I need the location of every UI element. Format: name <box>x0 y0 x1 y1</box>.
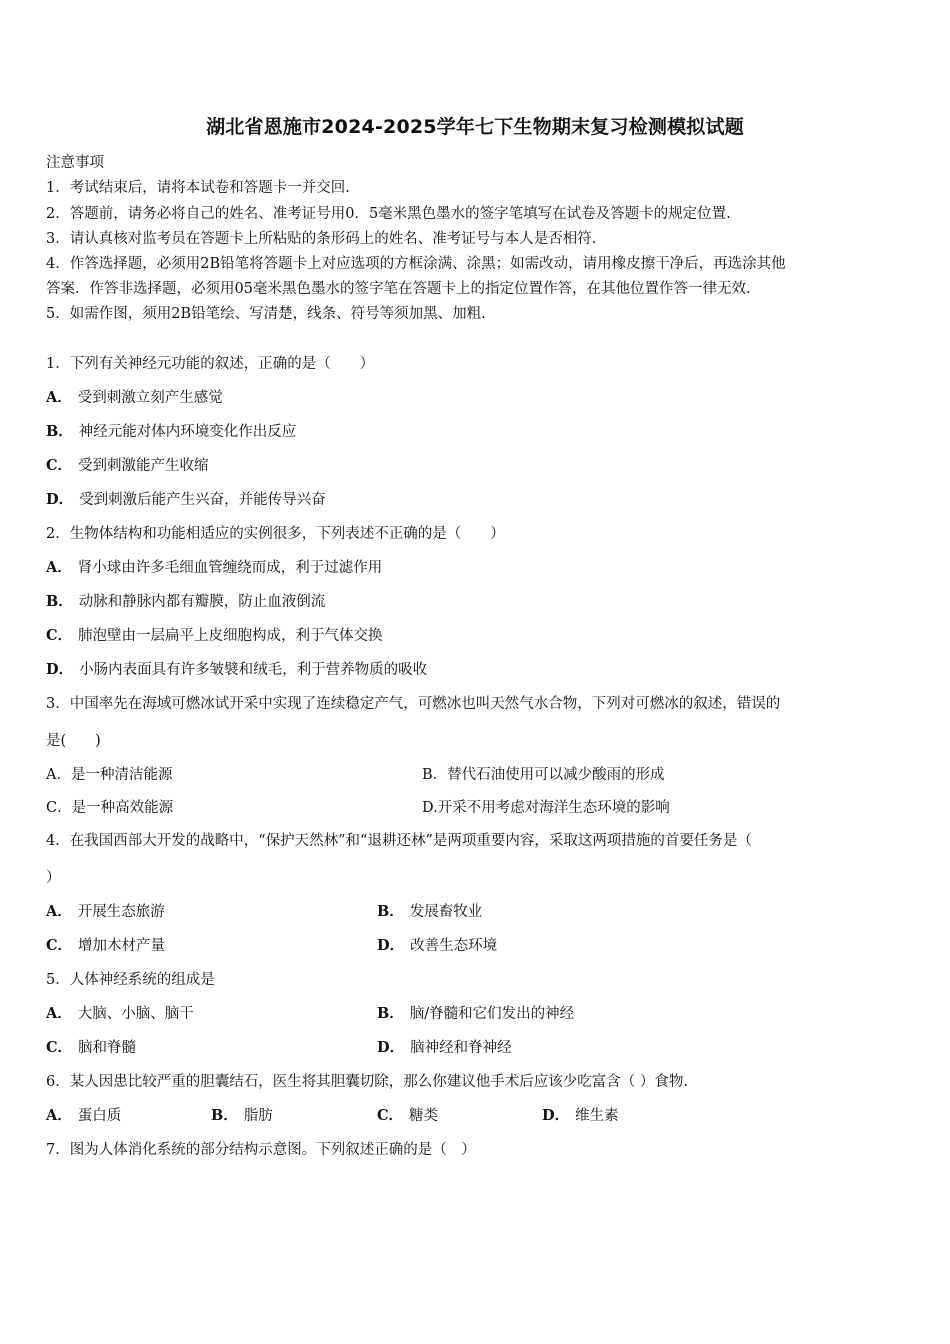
question-2-option-a <box>46 556 382 577</box>
question-6-option-c <box>377 1104 438 1125</box>
question-1-option-a <box>46 386 223 407</box>
option-label: A． <box>46 903 72 920</box>
question-2-option-d <box>46 658 427 679</box>
notice-item: 答案．作答非选择题，必须用05毫米黑色墨水的签字笔在答题卡上的指定位置作答，在其他位置作答一律无效. <box>46 281 751 297</box>
question-6-option-b <box>211 1104 273 1125</box>
option-text: 动脉和静脉内都有瓣膜，防止血液倒流 <box>78 594 326 610</box>
option-label: B． <box>377 1005 404 1022</box>
question-2-stem: 2．生物体结构和功能相适应的实例很多，下列表述不正确的是（ ） <box>46 526 505 542</box>
option-label: D． <box>377 1039 405 1056</box>
question-2-option-c <box>46 624 383 645</box>
option-label: D． <box>542 1107 570 1124</box>
option-label: D． <box>377 937 405 954</box>
question-4-option-c <box>46 934 165 955</box>
option-label: C． <box>377 1107 404 1124</box>
question-4-option-d <box>377 934 497 955</box>
question-1-option-b <box>46 420 296 441</box>
option-label: C． <box>46 457 73 474</box>
question-7-stem: 7．图为人体消化系统的部分结构示意图。下列叙述正确的是（ ） <box>46 1142 476 1158</box>
option-text: 脑和脊髓 <box>78 1040 137 1056</box>
question-4-option-b <box>377 900 482 921</box>
option-text: 神经元能对体内环境变化作出反应 <box>78 424 297 440</box>
option-text: 脑神经和脊神经 <box>410 1040 512 1056</box>
option-text: 脂肪 <box>243 1108 273 1124</box>
option-text: 发展畜牧业 <box>409 904 483 920</box>
question-6-option-d <box>542 1104 619 1125</box>
option-text: 肾小球由许多毛细血管缠绕而成，利于过滤作用 <box>77 560 383 576</box>
option-text: 开展生态旅游 <box>77 904 165 920</box>
question-3-option-d: D.开采不用考虑对海洋生态环境的影响 <box>422 800 670 816</box>
option-text: 受到刺激后能产生兴奋，并能传导兴奋 <box>79 492 326 508</box>
option-label: A． <box>46 1005 72 1022</box>
question-5-option-d <box>377 1036 512 1057</box>
question-4-option-a <box>46 900 165 921</box>
notice-item: 4．作答选择题，必须用2B铅笔将答题卡上对应选项的方框涂满、涂黑；如需改动，请用橡皮擦干净后，再选涂其他 <box>46 256 786 272</box>
question-2-option-b <box>46 590 325 611</box>
option-label: C． <box>46 1039 73 1056</box>
option-text: 蛋白质 <box>77 1108 122 1124</box>
question-5-option-b <box>377 1002 574 1023</box>
question-6-option-a <box>46 1104 121 1125</box>
option-text: 受到刺激立刻产生感觉 <box>77 390 223 406</box>
option-label: B． <box>211 1107 238 1124</box>
option-label: C． <box>46 937 73 954</box>
option-text: 改善生态环境 <box>410 938 498 954</box>
question-4-stem: 4．在我国西部大开发的战略中，“保护天然林”和“退耕还林”是两项重要内容，采取这两项措施的首要任务是（ <box>46 833 752 849</box>
question-1-stem: 1．下列有关神经元功能的叙述，正确的是（ ） <box>46 356 375 372</box>
notice-item: 2．答题前，请务必将自己的姓名、准考证号用0．5毫米黑色墨水的签字笔填写在试卷及答题卡的规定位置. <box>46 206 731 222</box>
question-5-option-c <box>46 1036 136 1057</box>
question-3-option-c: C．是一种高效能源 <box>46 800 174 816</box>
notice-item: 5．如需作图，须用2B铅笔绘、写清楚，线条、符号等须加黑、加粗. <box>46 306 486 322</box>
notice-item: 3．请认真核对监考员在答题卡上所粘贴的条形码上的姓名、准考证号与本人是否相符. <box>46 231 597 247</box>
option-label: D． <box>46 491 74 508</box>
option-label: A． <box>46 1107 72 1124</box>
option-text: 增加木材产量 <box>78 938 166 954</box>
question-3-stem: 3．中国率先在海域可燃冰试开采中实现了连续稳定产气，可燃冰也叫天然气水合物，下列对可燃冰的叙述，错误的 <box>46 696 781 712</box>
option-label: A． <box>46 389 72 406</box>
option-text: 肺泡壁由一层扁平上皮细胞构成，利于气体交换 <box>78 628 383 644</box>
option-label: B． <box>377 903 404 920</box>
option-text: 脑/脊髓和它们发出的神经 <box>409 1006 575 1022</box>
question-5-option-a <box>46 1002 194 1023</box>
question-3-option-b: B．替代石油使用可以减少酸雨的形成 <box>422 767 665 783</box>
question-5-stem: 5．人体神经系统的组成是 <box>46 972 215 988</box>
option-label: C． <box>46 627 73 644</box>
question-1-option-c <box>46 454 209 475</box>
question-1-option-d <box>46 488 326 509</box>
option-label: A． <box>46 559 72 576</box>
notice-item: 1．考试结束后，请将本试卷和答题卡一并交回. <box>46 180 350 196</box>
option-text: 受到刺激能产生收缩 <box>78 458 209 474</box>
option-text: 维生素 <box>575 1108 619 1124</box>
question-4-stem-cont: ） <box>46 870 61 886</box>
option-text: 小肠内表面具有许多皱襞和绒毛，利于营养物质的吸收 <box>79 662 428 678</box>
option-text: 糖类 <box>409 1108 439 1124</box>
option-label: D． <box>46 661 74 678</box>
option-label: B． <box>46 423 73 440</box>
question-3-option-a: A．是一种清洁能源 <box>46 767 173 783</box>
option-text: 大脑、小脑、脑干 <box>77 1006 194 1022</box>
notice-heading: 注意事项 <box>46 155 104 171</box>
question-6-stem: 6．某人因患比较严重的胆囊结石，医生将其胆囊切除，那么你建议他手术后应该少吃富含（ ）食物. <box>46 1074 688 1090</box>
option-label: B． <box>46 593 73 610</box>
page-title: 湖北省恩施市2024-2025学年七下生物期末复习检测模拟试题 <box>206 116 744 138</box>
question-3-stem-cont: 是( ) <box>46 733 101 749</box>
